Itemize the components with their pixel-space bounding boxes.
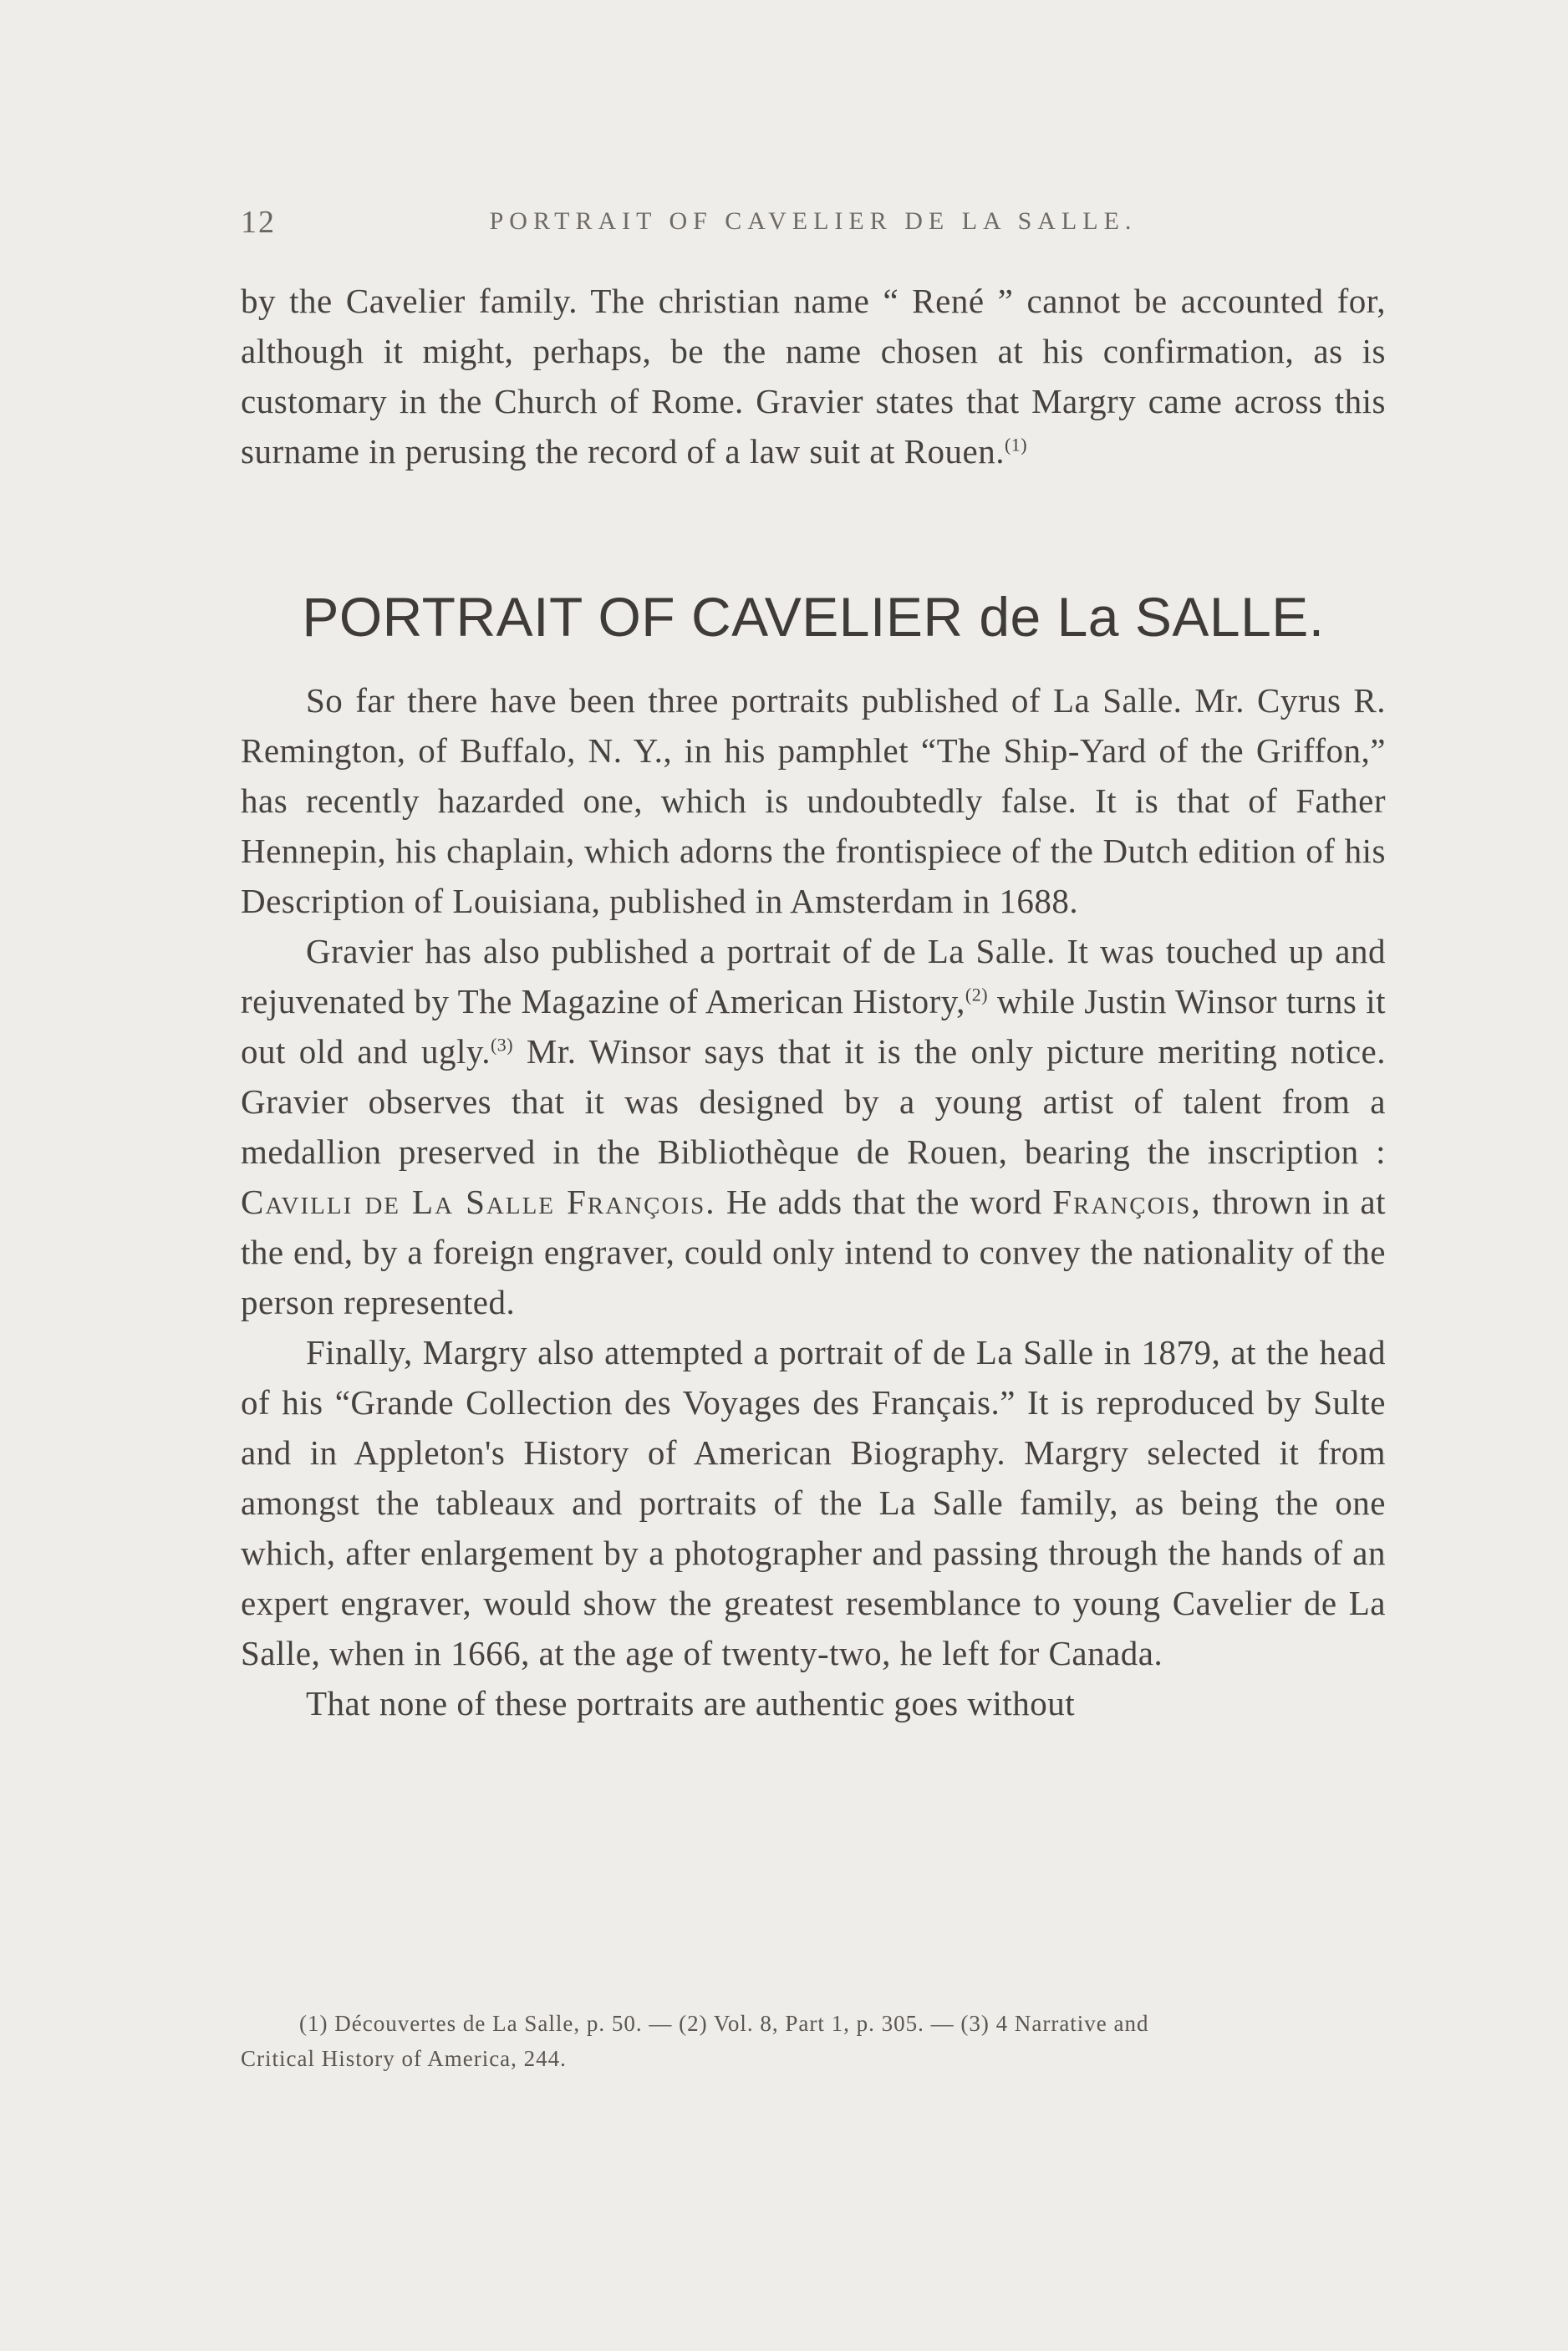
continued-text-block <box>241 276 1386 476</box>
footnote-ref-1: (1) <box>1004 434 1028 455</box>
paragraph-text: while Justin Winsor turns it out old and ugly. <box>241 982 1386 1071</box>
footnotes <box>241 2006 1386 2076</box>
paragraph-text: He adds that the word <box>715 1183 1053 1221</box>
paragraph-gravier-portrait <box>241 926 1386 1327</box>
section-body <box>241 675 1386 1728</box>
paragraph-margry-portrait: Finally, Margry also attempted a portrait of de La Salle in 1879, at the head of his “Grande Collection des Voyages des Français.” It is reproduced by Sulte and in Appleton's History of American Biography. Margry selected it from amongst the tableaux and portraits of the La Salle family, as being the one which, after enlargement by a photographer and passing through the hands of an expert engraver, would show the greatest resemblance to young Cavelier de La Salle, when in 1666, at the age of twenty-two, he left for Canada. <box>241 1333 1386 1672</box>
running-title: PORTRAIT OF CAVELIER DE LA SALLE. <box>489 207 1138 235</box>
inscription-word: François, <box>1052 1183 1202 1221</box>
footnote-ref-2: (2) <box>965 984 989 1005</box>
footnote-ref-3: (3) <box>490 1034 514 1056</box>
paragraph-authenticity: That none of these portraits are authentic goes without <box>306 1684 1076 1723</box>
paragraph-text: Gravier has also published a portrait of de La Salle. It was touched up and rejuvenated by The Magazine of American History, <box>241 932 1386 1020</box>
footnote-line-1: (1) Découvertes de La Salle, p. 50. — (2) Vol. 8, Part 1, p. 305. — (3) 4 Narrative and <box>299 2011 1149 2036</box>
paragraph-text: thrown in at the end, by a foreign engraver, could only intend to convey the nationality of the person represented. <box>241 1183 1387 1321</box>
continued-paragraph-text: by the Cavelier family. The christian name “ René ” cannot be accounted for, although it might, perhaps, be the name chosen at his confirmation, as is customary in the Church of Rome. Gravier states that Margry came across this surname in perusing the record of a law suit at Rouen. <box>241 282 1386 471</box>
running-head <box>241 204 1386 240</box>
continued-paragraph <box>241 276 1386 476</box>
medallion-inscription: Cavilli de La Salle François. <box>241 1183 716 1221</box>
section-heading: PORTRAIT OF CAVELIER de La SALLE. <box>302 586 1325 648</box>
page-number: 12 <box>241 205 276 240</box>
footnote-line-2: Critical History of America, 244. <box>241 2046 567 2071</box>
paragraph-three-portraits: So far there have been three portraits published of La Salle. Mr. Cyrus R. Remington, of Buffalo, N. Y., in his pamphlet “The Ship-Yard of the Griffon,” has recently hazarded one, which is undoubtedly false. It is that of Father Hennepin, his chaplain, which adorns the frontispiece of the Dutch edition of his Description of Louisiana, published in Amsterdam in 1688. <box>241 681 1386 920</box>
paragraph-text: Mr. Winsor says that it is the only picture meriting notice. Gravier observes that it was designed by a young artist of talent from a medallion preserved in the Bibliothèque de Rouen, bearing the inscription : <box>241 1032 1386 1171</box>
